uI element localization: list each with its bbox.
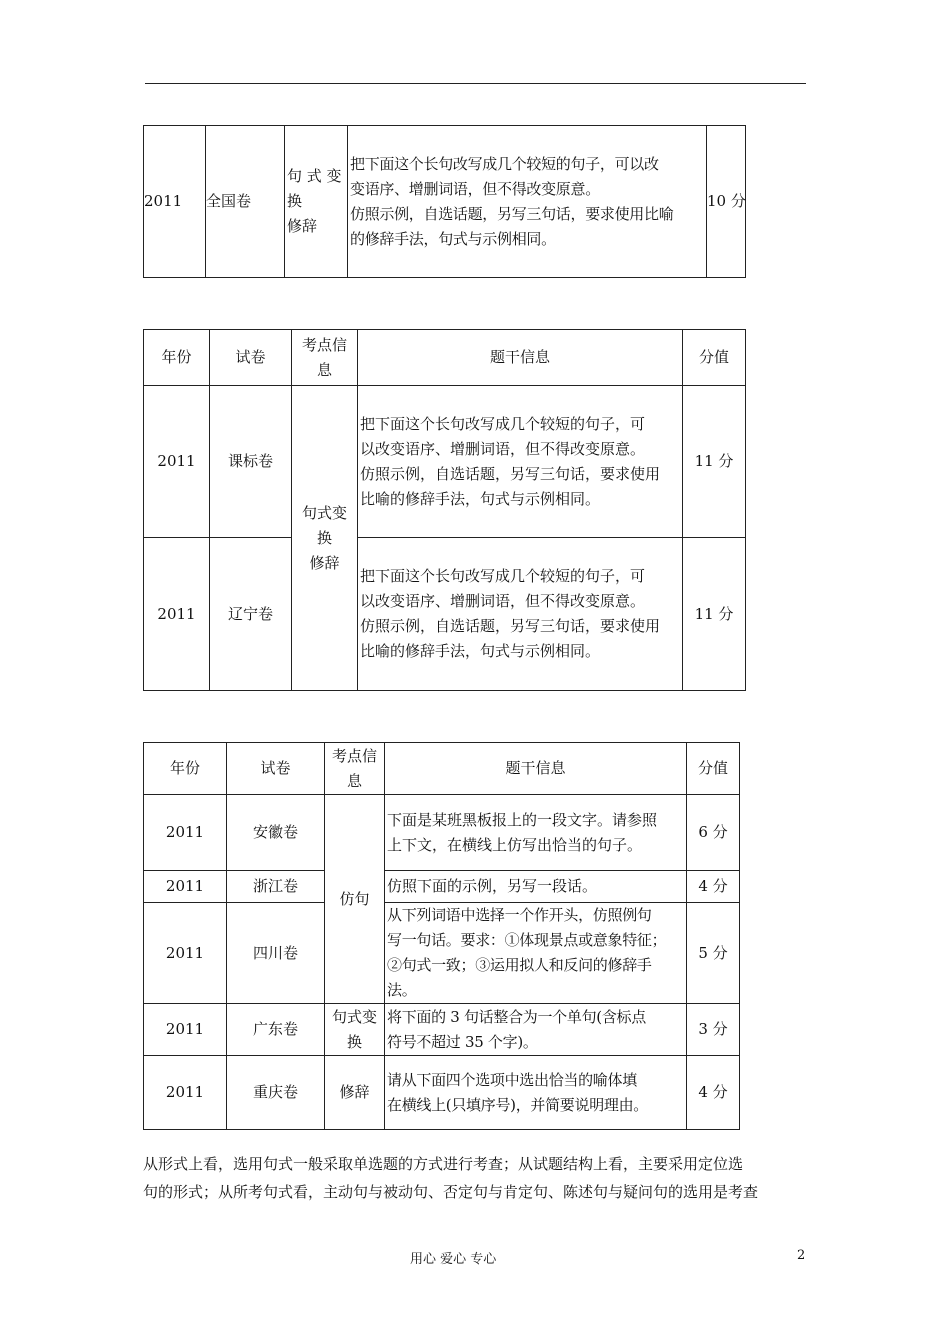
score-cell: 5 分 (687, 903, 740, 1004)
table-row (144, 538, 746, 691)
paper-cell: 四川卷 (227, 903, 325, 1004)
stem-cell: 将下面的 3 句话整合为一个单句(含标点 符号不超过 35 个字)。 (385, 1004, 687, 1056)
paper-cell: 浙江卷 (227, 871, 325, 903)
topic-cell: 句式变 换 修辞 (292, 386, 358, 691)
topic-cell: 修辞 (325, 1056, 385, 1130)
header-rule (145, 83, 806, 84)
paper-cell: 辽宁卷 (210, 538, 292, 691)
topic-cell: 句 式 变 换 修辞 (285, 126, 348, 278)
year-cell: 2011 (144, 903, 227, 1004)
header-stem: 题干信息 (385, 743, 687, 795)
score-cell: 6 分 (687, 795, 740, 871)
exam-table-3 (143, 742, 740, 1130)
header-paper: 试卷 (227, 743, 325, 795)
table-header-row (144, 330, 746, 386)
stem-cell: 把下面这个长句改写成几个较短的句子，可 以改变语序、增删词语，但不得改变原意。 仿照示例，自选话题，另写三句话，要求使用 比喻的修辞手法，句式与示例相同。 (358, 538, 683, 691)
header-paper: 试卷 (210, 330, 292, 386)
header-topic: 考点信 息 (325, 743, 385, 795)
stem-cell: 下面是某班黑板报上的一段文字。请参照 上下文，在横线上仿写出恰当的句子。 (385, 795, 687, 871)
paragraph-line: 句的形式；从所考句式看，主动句与被动句、否定句与肯定句、陈述句与疑问句的选用是考查 (143, 1183, 759, 1201)
year-cell: 2011 (144, 1056, 227, 1130)
year-cell: 2011 (144, 386, 210, 538)
paper-cell: 广东卷 (227, 1004, 325, 1056)
paper-cell: 重庆卷 (227, 1056, 325, 1130)
year-cell: 2011 (144, 795, 227, 871)
header-stem: 题干信息 (358, 330, 683, 386)
score-cell: 3 分 (687, 1004, 740, 1056)
table-row (144, 1004, 740, 1056)
stem-cell: 把下面这个长句改写成几个较短的句子，可以改 变语序、增删词语，但不得改变原意。 仿照示例，自选话题，另写三句话，要求使用比喻 的修辞手法，句式与示例相同。 (348, 126, 707, 278)
exam-table-1 (143, 125, 746, 278)
header-year: 年份 (144, 743, 227, 795)
exam-table-2 (143, 329, 746, 691)
paragraph-line: 从形式上看，选用句式一般采取单选题的方式进行考查；从试题结构上看，主要采用定位选 (143, 1155, 744, 1173)
score-cell: 11 分 (683, 386, 746, 538)
table-row (144, 126, 746, 278)
header-score: 分值 (683, 330, 746, 386)
paper-cell: 安徽卷 (227, 795, 325, 871)
table-row (144, 903, 740, 1004)
table-row (144, 871, 740, 903)
table-row (144, 386, 746, 538)
header-topic: 考点信 息 (292, 330, 358, 386)
year-cell: 2011 (144, 538, 210, 691)
footer-motto: 用心 爱心 专心 (410, 1252, 497, 1267)
score-cell: 4 分 (687, 1056, 740, 1130)
table-row (144, 1056, 740, 1130)
stem-cell: 从下列词语中选择一个作开头，仿照例句 写一句话。要求：①体现景点或意象特征； ②句式一致；③运用拟人和反问的修辞手 法。 (385, 903, 687, 1004)
topic-cell: 仿句 (325, 795, 385, 1004)
year-cell: 2011 (144, 871, 227, 903)
header-score: 分值 (687, 743, 740, 795)
paper-cell: 全国卷 (206, 126, 285, 278)
year-cell: 2011 (144, 1004, 227, 1056)
stem-cell: 把下面这个长句改写成几个较短的句子，可 以改变语序、增删词语，但不得改变原意。 仿照示例，自选话题，另写三句话，要求使用 比喻的修辞手法，句式与示例相同。 (358, 386, 683, 538)
body-paragraph (143, 1150, 811, 1206)
score-cell: 4 分 (687, 871, 740, 903)
stem-cell: 请从下面四个选项中选出恰当的喻体填 在横线上(只填序号)，并简要说明理由。 (385, 1056, 687, 1130)
table-row (144, 795, 740, 871)
table-header-row (144, 743, 740, 795)
stem-cell: 仿照下面的示例，另写一段话。 (385, 871, 687, 903)
score-cell: 10 分 (707, 126, 746, 278)
page-number: 2 (797, 1248, 806, 1263)
paper-cell: 课标卷 (210, 386, 292, 538)
topic-cell: 句式变 换 (325, 1004, 385, 1056)
score-cell: 11 分 (683, 538, 746, 691)
header-year: 年份 (144, 330, 210, 386)
year-cell: 2011 (144, 126, 206, 278)
